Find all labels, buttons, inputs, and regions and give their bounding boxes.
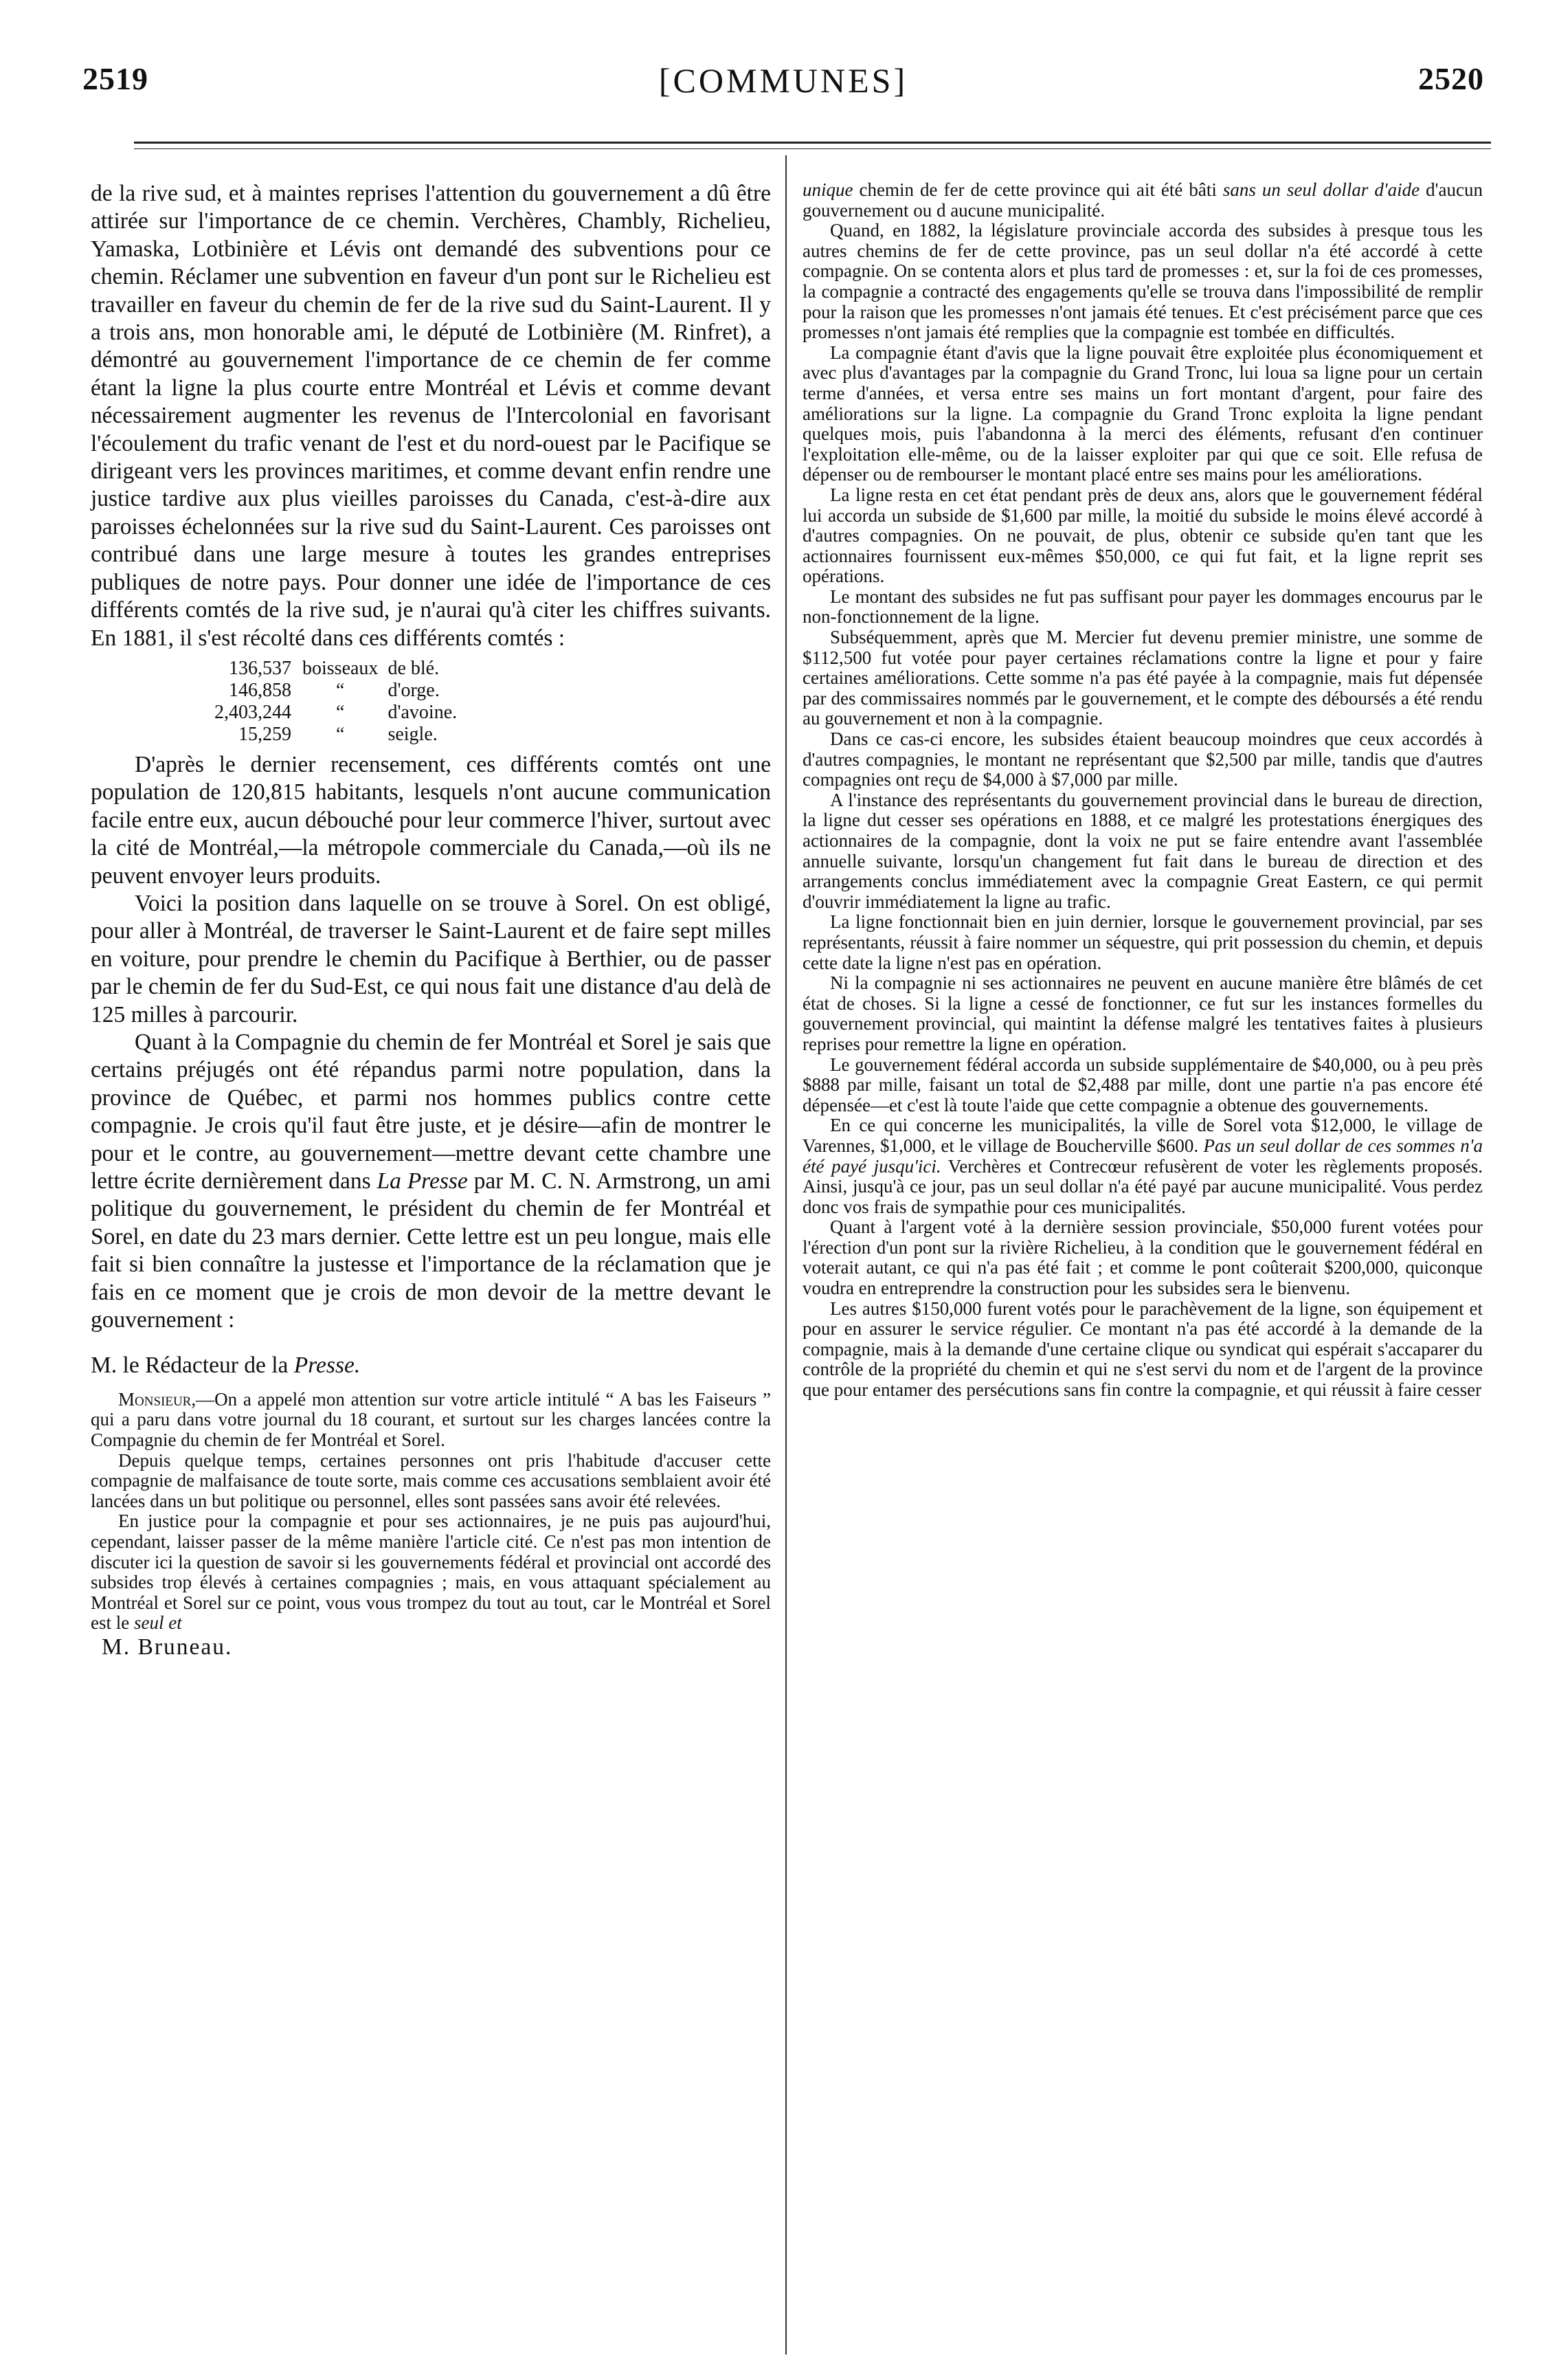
- harvest-grain: seigle.: [388, 723, 438, 745]
- text-run: par M. C. N. Armstrong, un ami politique du gouvernement, le président du chemin de fer Montréal et Sorel, en date du 23 mars dernier. Cette lettre est un peu longue, mais elle fait si bien connaître la justesse et l'importance de la réclamation que je fais en ce moment que je crois de mon devoir de la mettre devant le gouvernement :: [91, 1168, 772, 1333]
- left-column: [91, 180, 771, 1661]
- harvest-grain: d'avoine.: [388, 701, 458, 723]
- paragraph: D'après le dernier recensement, ces différents comtés ont une population de 120,815 habitants, lesquels n'ont aucune communication facile entre eux, aucun débouché pour leur commerce l'hiver, surtout avec la cité de Montréal,—la métropole commerciale du Canada,—où ils ne peuvent envoyer leurs produits.: [91, 751, 771, 889]
- text-run: Verchères et Contrecœur refusèrent de voter les règlements proposés. Ainsi, jusqu'à ce jour, pas un seul dollar n'a été payé par aucune municipalité. Vous perdez donc vos frais de sympathie pour ces municipalités.: [803, 1155, 1483, 1217]
- letter-paragraph: Le gouvernement fédéral accorda un subside supplémentaire de $40,000, ou à peu près $888 par mille, faisant un total de $2,488 par mille, dont une partie n'a pas encore été dépensée—et c'est là toute l'aide que cette compagnie a obtenue des gouvernements.: [803, 1054, 1483, 1115]
- harvest-unit: boisseaux: [302, 657, 379, 679]
- text-run: —On a appelé mon attention sur votre article intitulé “ A bas les Faiseurs ” qui a paru dans votre journal du 18 courant, et surtout sur les charges lancées contre la Compagnie du chemin de fer Montréal et Sorel.: [91, 1388, 771, 1451]
- letter-paragraph: [91, 1390, 771, 1451]
- table-row: [214, 724, 467, 746]
- page-number-left: 2519: [82, 61, 148, 96]
- harvest-amount: 2,403,244: [214, 701, 291, 723]
- column-divider: [785, 155, 787, 2355]
- text-run: M. le Rédacteur de la: [91, 1353, 294, 1379]
- text-run-italic: unique: [803, 179, 853, 200]
- text-run-italic: seul et: [133, 1612, 182, 1634]
- harvest-grain: d'orge.: [388, 679, 440, 701]
- table-row: [214, 658, 467, 680]
- letter-paragraph: Ni la compagnie ni ses actionnaires ne peuvent en aucune manière être blâmés de cet état de choses. Si la ligne a cessé de fonctionner, ce fut sur les instances formelles du gouvernement provincial, qui maintint la défense malgré les tentatives faites à plusieurs reprises pour remettre la ligne en opération.: [803, 972, 1483, 1054]
- table-row: [214, 702, 467, 724]
- text-run: chemin de fer de cette province qui ait été bâti: [853, 179, 1223, 200]
- page-header: [82, 60, 1484, 122]
- letter-paragraph: Subséquemment, après que M. Mercier fut devenu premier ministre, une somme de $112,500 fut votée pour payer certaines réclamations contre la ligne et pour y faire certaines améliorations. Cette somme n'a pas été payée à la compagnie, mais fut dépensée par des commissaires nommés par le gouvernement, et le compte des déboursés a été rendu au gouvernement et non à la compagnie.: [803, 627, 1483, 729]
- page-number-right: 2520: [1418, 61, 1484, 96]
- letter-paragraph: [803, 1115, 1483, 1217]
- paragraph: [91, 1029, 771, 1334]
- paragraph: de la rive sud, et à maintes reprises l'attention du gouvernement a dû être attirée sur l'importance de ce chemin. Verchères, Chambly, Richelieu, Yamaska, Lotbinière et Lévis ont demandé des subventions pour ce chemin. Réclamer une subvention en faveur d'un pont sur le Richelieu est travailler en faveur du chemin de fer de la rive sud du Saint-Laurent. Il y a trois ans, mon honorable ami, le député de Lotbinière (M. Rinfret), a démontré au gouvernement l'importance de ce chemin de fer comme étant la ligne la plus courte entre Montréal et Lévis et comme devant nécessairement augmenter les revenus de l'Intercolonial en favorisant l'écoulement du trafic venant de l'est et du nord-ouest par le Pacifique se dirigeant vers les provinces maritimes, et comme devant enfin rendre une justice tardive aux plus vieilles paroisses du Canada, c'est-à-dire aux paroisses échelonnées sur la rive sud du Saint-Laurent. Ces paroisses ont contribué dans une large mesure à toutes les grandes entreprises publiques de notre pays. Pour donner une idée de l'importance de ces différents comtés de la rive sud, je n'aurai qu'à citer les chiffres suivants. En 1881, il s'est récolté dans ces différents comtés :: [91, 181, 771, 651]
- letter-paragraph: La ligne fonctionnait bien en juin dernier, lorsque le gouvernement provincial, par ses représentants, réussit à faire nommer un séquestre, qui prit possession du chemin, et depuis cette date la ligne n'est pas en opération.: [803, 911, 1483, 973]
- letter-paragraph: La compagnie étant d'avis que la ligne pouvait être exploitée plus économiquement et avec plus d'avantages par la compagnie du Grand Tronc, lui loua sa ligne pour un certain terme d'années, et versa entre ses mains un fort montant d'argent, pour faire des améliorations sur la ligne. La compagnie du Grand Tronc exploita la ligne pendant quelques mois, puis l'abandonna à la merci des éléments, refusant d'en continuer l'exploitation elle-même, ou de la laisser exploiter par qui que ce soit. Elle refusa de dépenser ou de rembourser le montant placé entre ses mains pour les améliorations.: [803, 342, 1483, 485]
- harvest-table: [214, 658, 467, 746]
- header-rule-thin: [134, 148, 1491, 149]
- text-run: d'aucun gouvernement ou d aucune municipalité.: [803, 179, 1483, 221]
- running-title: [COMMUNES]: [658, 61, 908, 100]
- letter-paragraph: [91, 1511, 771, 1634]
- speaker-signature: M. Bruneau.: [102, 1634, 233, 1660]
- text-run-italic: sans un seul dollar d'aide: [1222, 179, 1420, 200]
- text-run: En justice pour la compagnie et pour ses actionnaires, je ne puis pas aujourd'hui, cependant, laisser passer de la même manière l'article cité. Ce n'est pas mon intention de discuter ici la question de savoir si les gouvernements fédéral et provincial ont accordé des subsides trop élevés à certaines compagnies ; mais, en vous attaquant spécialement au Montréal et Sorel sur ce point, vous vous trompez du tout au tout, car le Montréal et Sorel est le: [91, 1511, 771, 1634]
- letter-paragraph: La ligne resta en cet état pendant près de deux ans, alors que le gouvernement fédéral lui accorda un subside de $1,600 par mille, la moitié du subside le moins élevé accordé à d'autres compagnies. On ne pouvait, de plus, obtenir ce subside qu'en tant que les actionnaires fournissent eux-mêmes $50,000, ce qui fut fait, et la ligne reprit ses opérations.: [803, 484, 1483, 587]
- letter-paragraph: Les autres $150,000 furent votés pour le parachèvement de la ligne, son équipement et pour en assurer le service régulier. Ce montant n'a pas été accordé à la demande de la compagnie, mais à la demande d'une certaine clique ou syndicat qui espérait s'accaparer du contrôle de la propriété du chemin et qui ne s'est servi du nom et de l'argent de la province que pour entamer des persécutions sans fin contre la compagnie, et qui réussit à faire cesser: [803, 1298, 1483, 1401]
- right-column: [803, 180, 1483, 1401]
- harvest-unit: “: [336, 701, 345, 723]
- letter-address: [91, 1352, 771, 1379]
- harvest-amount: 136,537: [229, 657, 291, 679]
- harvest-amount: 146,858: [229, 679, 291, 701]
- newspaper-name: Presse.: [293, 1353, 361, 1379]
- text-run-italic: Pas un seul dollar de ces sommes n'a été payé jusqu'ici.: [803, 1135, 1483, 1177]
- letter-paragraph: [803, 180, 1483, 221]
- newspaper-name: La Presse: [377, 1168, 468, 1194]
- harvest-amount: 15,259: [238, 723, 291, 745]
- letter-paragraph: Le montant des subsides ne fut pas suffisant pour payer les dommages encourus par le non-fonctionnement de la ligne.: [803, 586, 1483, 627]
- table-row: [214, 680, 467, 702]
- letter-paragraph: Quand, en 1882, la législature provinciale accorda des subsides à presque tous les autres chemins de fer de cette province, pas un seul dollar n'a été accordé à cette compagnie. On se contenta alors et plus tard de promesses : et, sur la foi de ces promesses, la compagnie a contracté des engagements qu'elle se trouva dans l'impossibilité de remplir pour la raison que les promesses n'ont jamais été tenues. Et c'est précisément parce que ces promesses n'ont jamais été remplies que la compagnie est tombée en difficultés.: [803, 220, 1483, 343]
- header-rule: [134, 142, 1491, 144]
- harvest-unit: “: [336, 679, 345, 701]
- letter-paragraph: A l'instance des représentants du gouvernement provincial dans le bureau de direction, la ligne dut cesser ses opérations en 1888, et ce malgré les protestations énergiques des actionnaires de la compagnie, dont la voix ne put se faire entendre avant l'assemblée annuelle suivante, lorsqu'un changement fut fait dans le bureau de direction et des arrangements conclus immédiatement avec la compagnie Great Eastern, ce qui permit d'ouvrir immédiatement la ligne au trafic.: [803, 789, 1483, 912]
- salutation: Monsieur,: [118, 1388, 197, 1410]
- text-run: Quant à la Compagnie du chemin de fer Montréal et Sorel je sais que certains préjugés ont été répandus parmi notre population, dans la province de Québec, et parmi nos hommes publics contre cette compagnie. Je crois qu'il faut être juste, et je désire—afin de montrer le pour et le contre, au gouvernement—mettre devant cette chambre une lettre écrite dernièrement dans: [91, 1029, 771, 1194]
- letter-paragraph: Quant à l'argent voté à la dernière session provinciale, $50,000 furent votées pour l'érection d'un pont sur la rivière Richelieu, à la condition que le gouvernement fédéral en voterait autant, ce qui n'a pas été fait ; et comme le pont coûterait $200,000, quiconque voudra en entreprendre la construction pour les subsides sera le bienvenu.: [803, 1216, 1483, 1299]
- harvest-grain: de blé.: [388, 657, 440, 679]
- letter-paragraph: Dans ce cas-ci encore, les subsides étaient beaucoup moindres que ceux accordés à d'autres compagnies, le montant ne représentant que $2,500 par mille, tandis que d'autres compagnies ont reçu de $4,000 à $7,000 par mille.: [803, 729, 1483, 790]
- harvest-unit: “: [336, 723, 345, 745]
- paragraph: Voici la position dans laquelle on se trouve à Sorel. On est obligé, pour aller à Montréal, de traverser le Saint-Laurent et de faire sept milles en voiture, pour prendre le chemin du Pacifique à Berthier, ou de passer par le chemin de fer du Sud-Est, ce qui nous fait une distance d'au delà de 125 milles à parcourir.: [91, 890, 771, 1027]
- letter-paragraph: Depuis quelque temps, certaines personnes ont pris l'habitude d'accuser cette compagnie de malfaisance de toute sorte, mais comme ces accusations semblaient avoir été lancées dans un but politique ou personnel, elles sont passées sans avoir été relevées.: [91, 1449, 771, 1511]
- text-run: En ce qui concerne les municipalités, la ville de Sorel vota $12,000, le village de Varennes, $1,000, et le village de Boucherville $600.: [803, 1115, 1483, 1156]
